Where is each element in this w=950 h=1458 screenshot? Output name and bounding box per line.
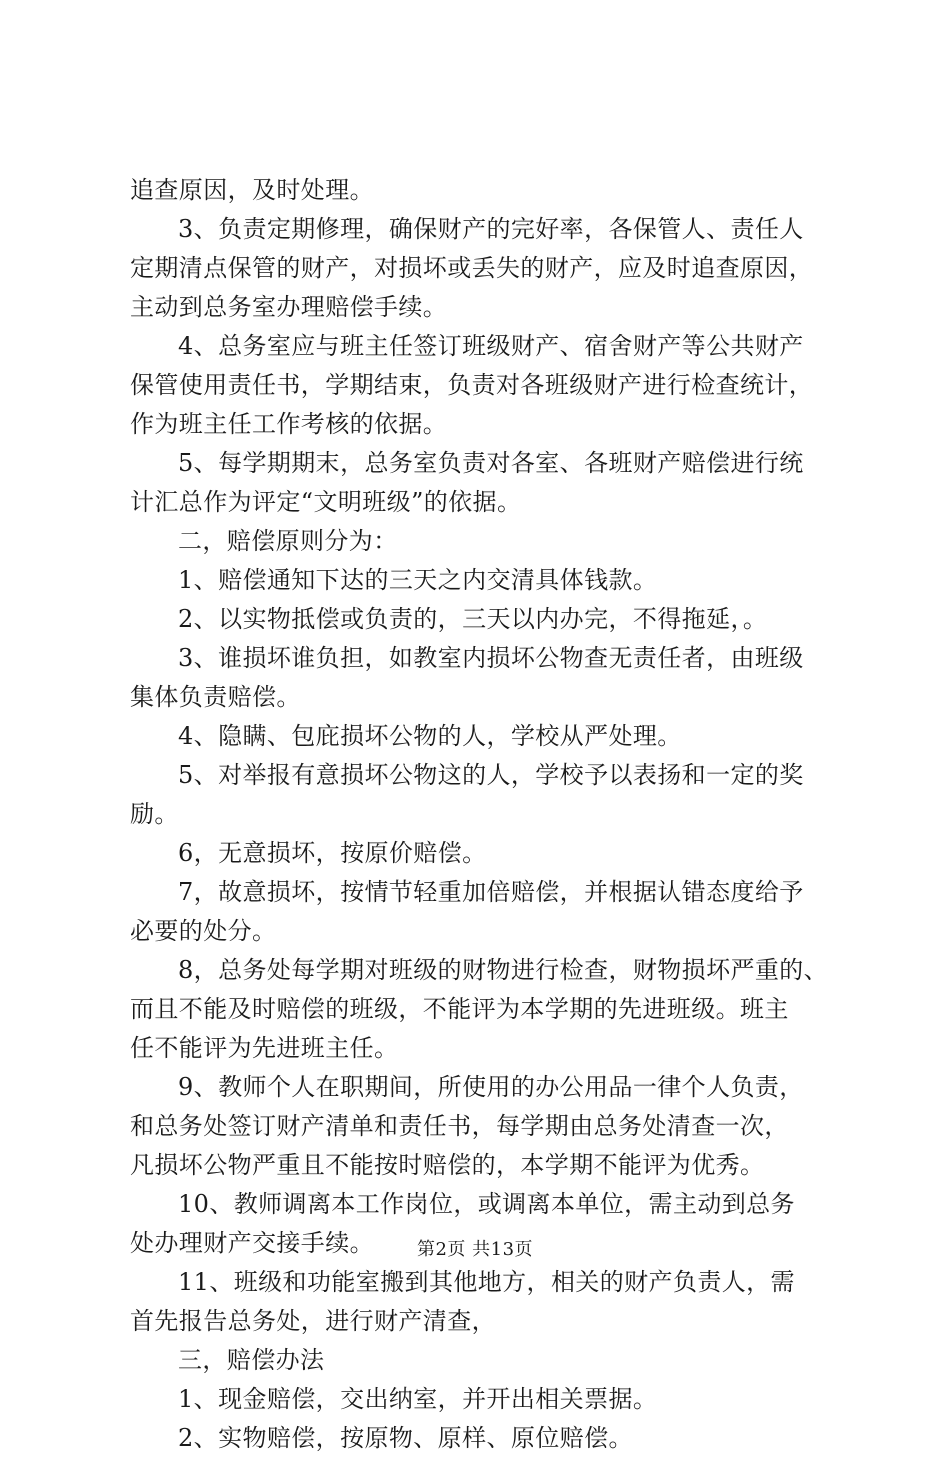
text-line: 3、谁损坏谁负担，如教室内损坏公物查无责任者，由班级: [178, 644, 804, 672]
text-line: 4、总务室应与班主任签订班级财产、宿舍财产等公共财产: [178, 332, 804, 360]
text-line: 集体负责赔偿。: [130, 683, 301, 711]
text-line: 计汇总作为评定“文明班级”的依据。: [130, 488, 522, 516]
text-line: 1、现金赔偿，交出纳室，并开出相关票据。: [178, 1385, 658, 1413]
text-line: 主动到总务室办理赔偿手续。: [130, 293, 448, 321]
text-line: 作为班主任工作考核的依据。: [130, 410, 448, 438]
text-line: 3、负责定期修理，确保财产的完好率，各保管人、责任人: [178, 215, 804, 243]
text-line: 4、隐瞒、包庇损坏公物的人，学校从严处理。: [178, 722, 682, 750]
text-line: 8，总务处每学期对班级的财物进行检查，财物损坏严重的、: [178, 956, 829, 984]
section-heading: 三，赔偿办法: [178, 1346, 325, 1374]
text-line: 9、教师个人在职期间，所使用的办公用品一律个人负责，: [178, 1073, 804, 1101]
text-line: 6，无意损坏，按原价赔偿。: [178, 839, 487, 867]
page-number-footer: 第2页 共13页: [416, 1239, 534, 1260]
text-line: 定期清点保管的财产，对损坏或丢失的财产，应及时追查原因，: [130, 254, 814, 282]
text-line: 首先报告总务处，进行财产清查，: [130, 1307, 496, 1335]
text-line: 1、赔偿通知下达的三天之内交清具体钱款。: [178, 566, 658, 594]
text-line: 任不能评为先进班主任。: [130, 1034, 399, 1062]
text-line: 励。: [130, 800, 179, 828]
text-line: 和总务处签订财产清单和责任书，每学期由总务处清查一次，: [130, 1112, 789, 1140]
text-line: 10、教师调离本工作岗位，或调离本单位，需主动到总务: [178, 1190, 795, 1218]
text-line: 5、每学期期末，总务室负责对各室、各班财产赔偿进行统: [178, 449, 804, 477]
section-heading: 二，赔偿原则分为：: [178, 527, 398, 555]
text-line: 2、以实物抵偿或负责的，三天以内办完，不得拖延，。: [178, 605, 768, 633]
text-line: 凡损坏公物严重且不能按时赔偿的，本学期不能评为优秀。: [130, 1151, 765, 1179]
text-line: 2、实物赔偿，按原物、原样、原位赔偿。: [178, 1424, 633, 1452]
text-line: 必要的处分。: [130, 917, 277, 945]
document-body: [130, 171, 830, 1458]
text-line: 11、班级和功能室搬到其他地方，相关的财产负责人，需: [178, 1268, 795, 1296]
text-line: 而且不能及时赔偿的班级，不能评为本学期的先进班级。班主: [130, 995, 789, 1023]
text-line: 7，故意损坏，按情节轻重加倍赔偿，并根据认错态度给予: [178, 878, 804, 906]
text-line: 保管使用责任书，学期结束，负责对各班级财产进行检查统计，: [130, 371, 814, 399]
text-line: 处办理财产交接手续。: [130, 1229, 374, 1257]
text-line: 5、对举报有意损坏公物这的人，学校予以表扬和一定的奖: [178, 761, 804, 789]
text-line: 追查原因，及时处理。: [130, 176, 374, 204]
